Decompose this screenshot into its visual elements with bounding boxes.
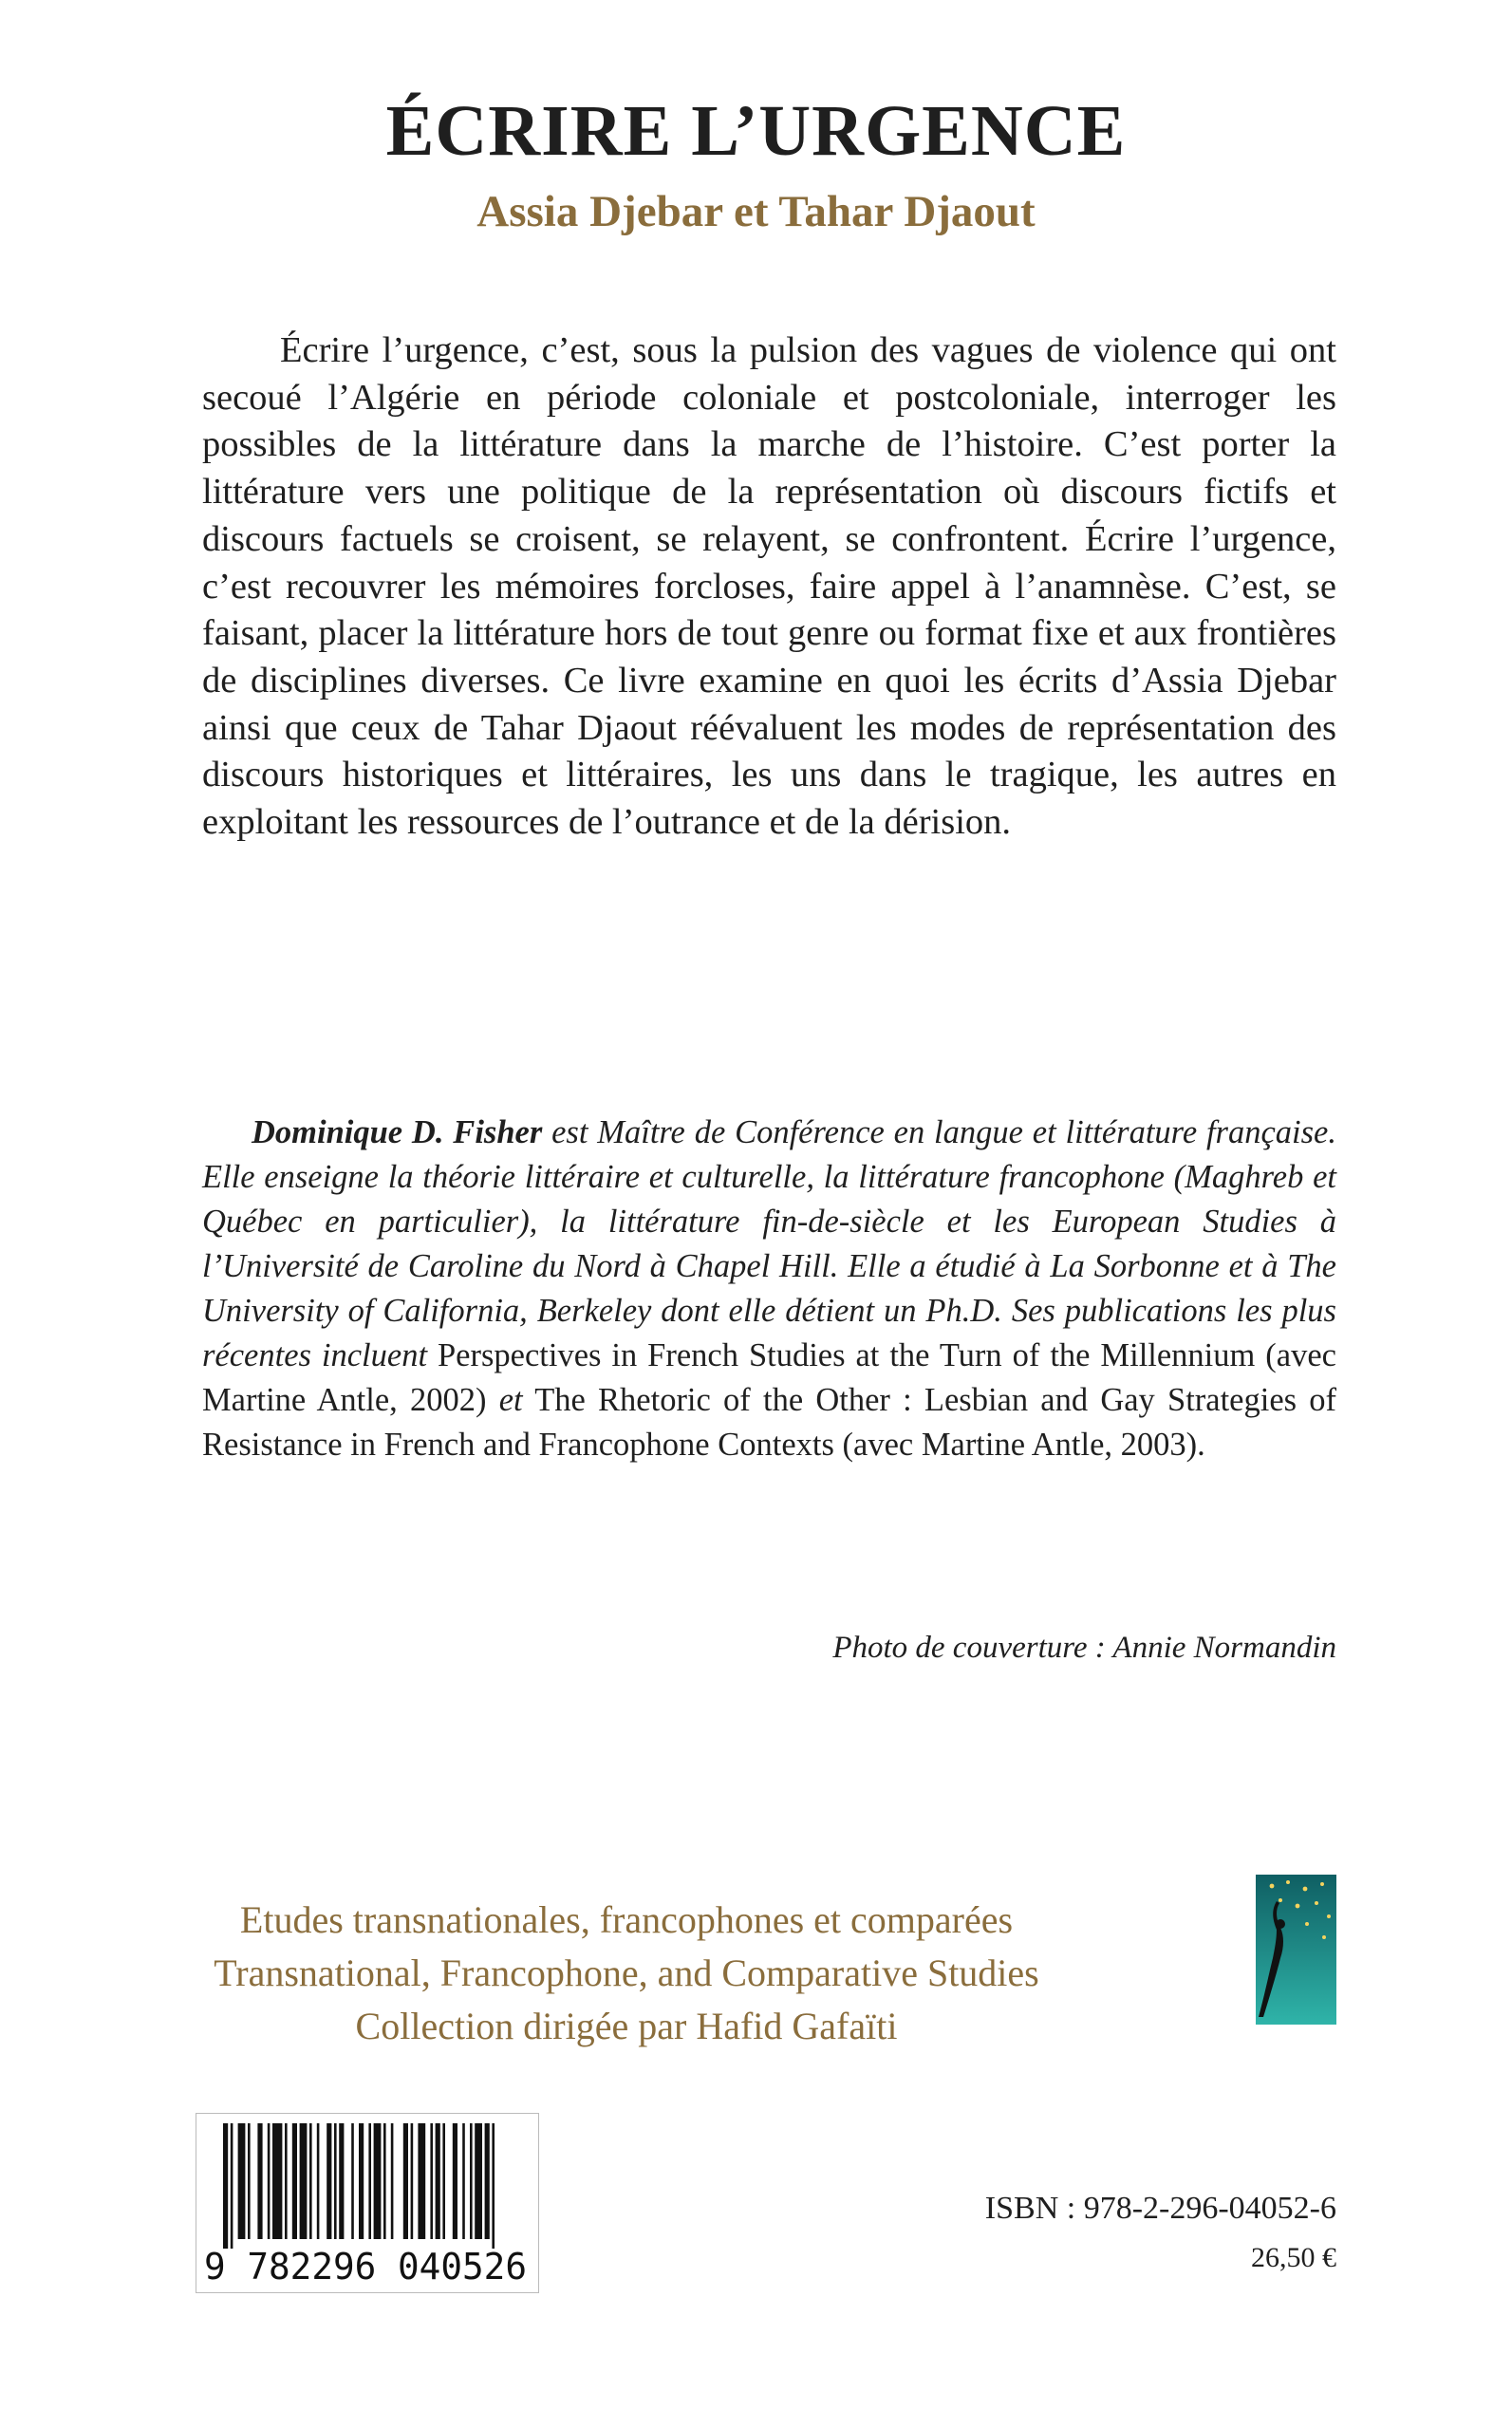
barcode-bar bbox=[359, 2123, 364, 2239]
barcode-bar bbox=[300, 2123, 308, 2239]
barcode-bar bbox=[368, 2123, 371, 2239]
barcode-bar bbox=[442, 2123, 445, 2239]
bio-conjunction: et bbox=[498, 1382, 523, 1418]
barcode-bar bbox=[403, 2123, 408, 2239]
series-info bbox=[142, 1894, 1111, 2053]
series-line-english: Transnational, Francophone, and Comparative Studies bbox=[214, 1951, 1039, 1994]
bio-text-2: (avec Martine Antle, 2002) bbox=[202, 1337, 1336, 1418]
barcode-bar bbox=[374, 2123, 382, 2239]
book-subtitle: Assia Djebar et Tahar Djaout bbox=[476, 187, 1036, 236]
barcode-digits: 9 782296 040526 bbox=[204, 2246, 527, 2286]
barcode-bar bbox=[485, 2123, 490, 2239]
barcode-bar bbox=[411, 2123, 414, 2239]
barcode-bar bbox=[475, 2123, 482, 2239]
series-editor: Collection dirigée par Hafid Gafaïti bbox=[355, 2005, 898, 2047]
publication-title-2: The Rhetoric of the Other : Lesbian and Gay Strategies of Resistance in French and Francophone Contexts bbox=[202, 1382, 1336, 1463]
barcode-bar bbox=[470, 2123, 473, 2239]
barcode-bar bbox=[383, 2123, 386, 2239]
barcode-bar bbox=[339, 2123, 344, 2239]
barcode-bar bbox=[430, 2123, 433, 2239]
barcode-bar bbox=[223, 2123, 228, 2249]
barcode-bar bbox=[391, 2123, 394, 2239]
book-blurb: Écrire l’urgence, c’est, sous la pulsion des vagues de violence qui ont secoué l’Algérie en période coloniale et postcoloniale, interroger les possibles de la littérature dans la marche de l’histoire. C’est porter la littérature vers une politique de la représentation où discours fictifs et discours factuels se croisent, se relayent, se confrontent. Écrire l’urgence, c’est recouvrer les mémoires forcloses, faire appel à l’anamnèse. C’est, se faisant, placer la littérature hors de tout genre ou format fixe et aux frontières de disciplines diverses. Ce livre examine en quoi les écrits d’Assia Djebar ainsi que ceux de Tahar Djaout réévaluent les modes de représentation des discours historiques et littéraires, les uns dans le tragique, les autres en exploitant les ressources de l’outrance et de la dérision. bbox=[202, 330, 1336, 843]
barcode-bar bbox=[327, 2123, 331, 2239]
publication-title-1: Perspectives in French Studies at the Turn of the Millennium bbox=[437, 1337, 1256, 1373]
barcode-bar bbox=[351, 2123, 354, 2239]
barcode-bar bbox=[309, 2123, 312, 2239]
barcode-bar bbox=[231, 2123, 233, 2249]
barcode-bar bbox=[334, 2123, 337, 2239]
barcode-bar bbox=[453, 2123, 457, 2239]
bio-text-3: (avec Martine Antle, 2003). bbox=[833, 1427, 1205, 1463]
series-line-french: Etudes transnationales, francophones et comparées bbox=[239, 1898, 1014, 1941]
author-bio bbox=[202, 1111, 1336, 1467]
barcode-bar bbox=[285, 2123, 288, 2239]
publisher-logo-icon bbox=[1239, 1875, 1336, 2025]
barcode-bar bbox=[436, 2123, 440, 2239]
barcode-bar bbox=[238, 2123, 246, 2239]
barcode-icon bbox=[202, 2120, 530, 2286]
barcode-bar bbox=[492, 2123, 495, 2249]
barcode-bar bbox=[257, 2123, 262, 2239]
bio-text-1: est Maître de Conférence en langue et littérature française. Elle enseigne la théorie littéraire et culturelle, la littérature francophone (Maghreb et Québec en particulier), la littérature fin-de-siècle et les European Studies à l’Université de Caroline du Nord à Chapel Hill. Elle a étudié à La Sorbonne et à The University of California, Berkeley dont elle détient un Ph.D. Ses publications les plus récentes incluent bbox=[202, 1114, 1336, 1373]
barcode-bar bbox=[248, 2123, 251, 2239]
barcode-bar bbox=[418, 2123, 425, 2239]
barcode-bar bbox=[268, 2123, 271, 2239]
book-title: ÉCRIRE L’URGENCE bbox=[385, 91, 1127, 171]
barcode-bar bbox=[272, 2123, 282, 2239]
author-name: Dominique D. Fisher bbox=[252, 1114, 543, 1150]
isbn: ISBN : 978-2-296-04052-6 bbox=[984, 2191, 1336, 2226]
barcode-bar bbox=[292, 2123, 297, 2239]
price: 26,50 € bbox=[1251, 2242, 1336, 2273]
barcode-bar bbox=[462, 2123, 465, 2239]
barcode-bar bbox=[317, 2123, 320, 2239]
photo-credit: Photo de couverture : Annie Normandin bbox=[832, 1631, 1336, 1665]
